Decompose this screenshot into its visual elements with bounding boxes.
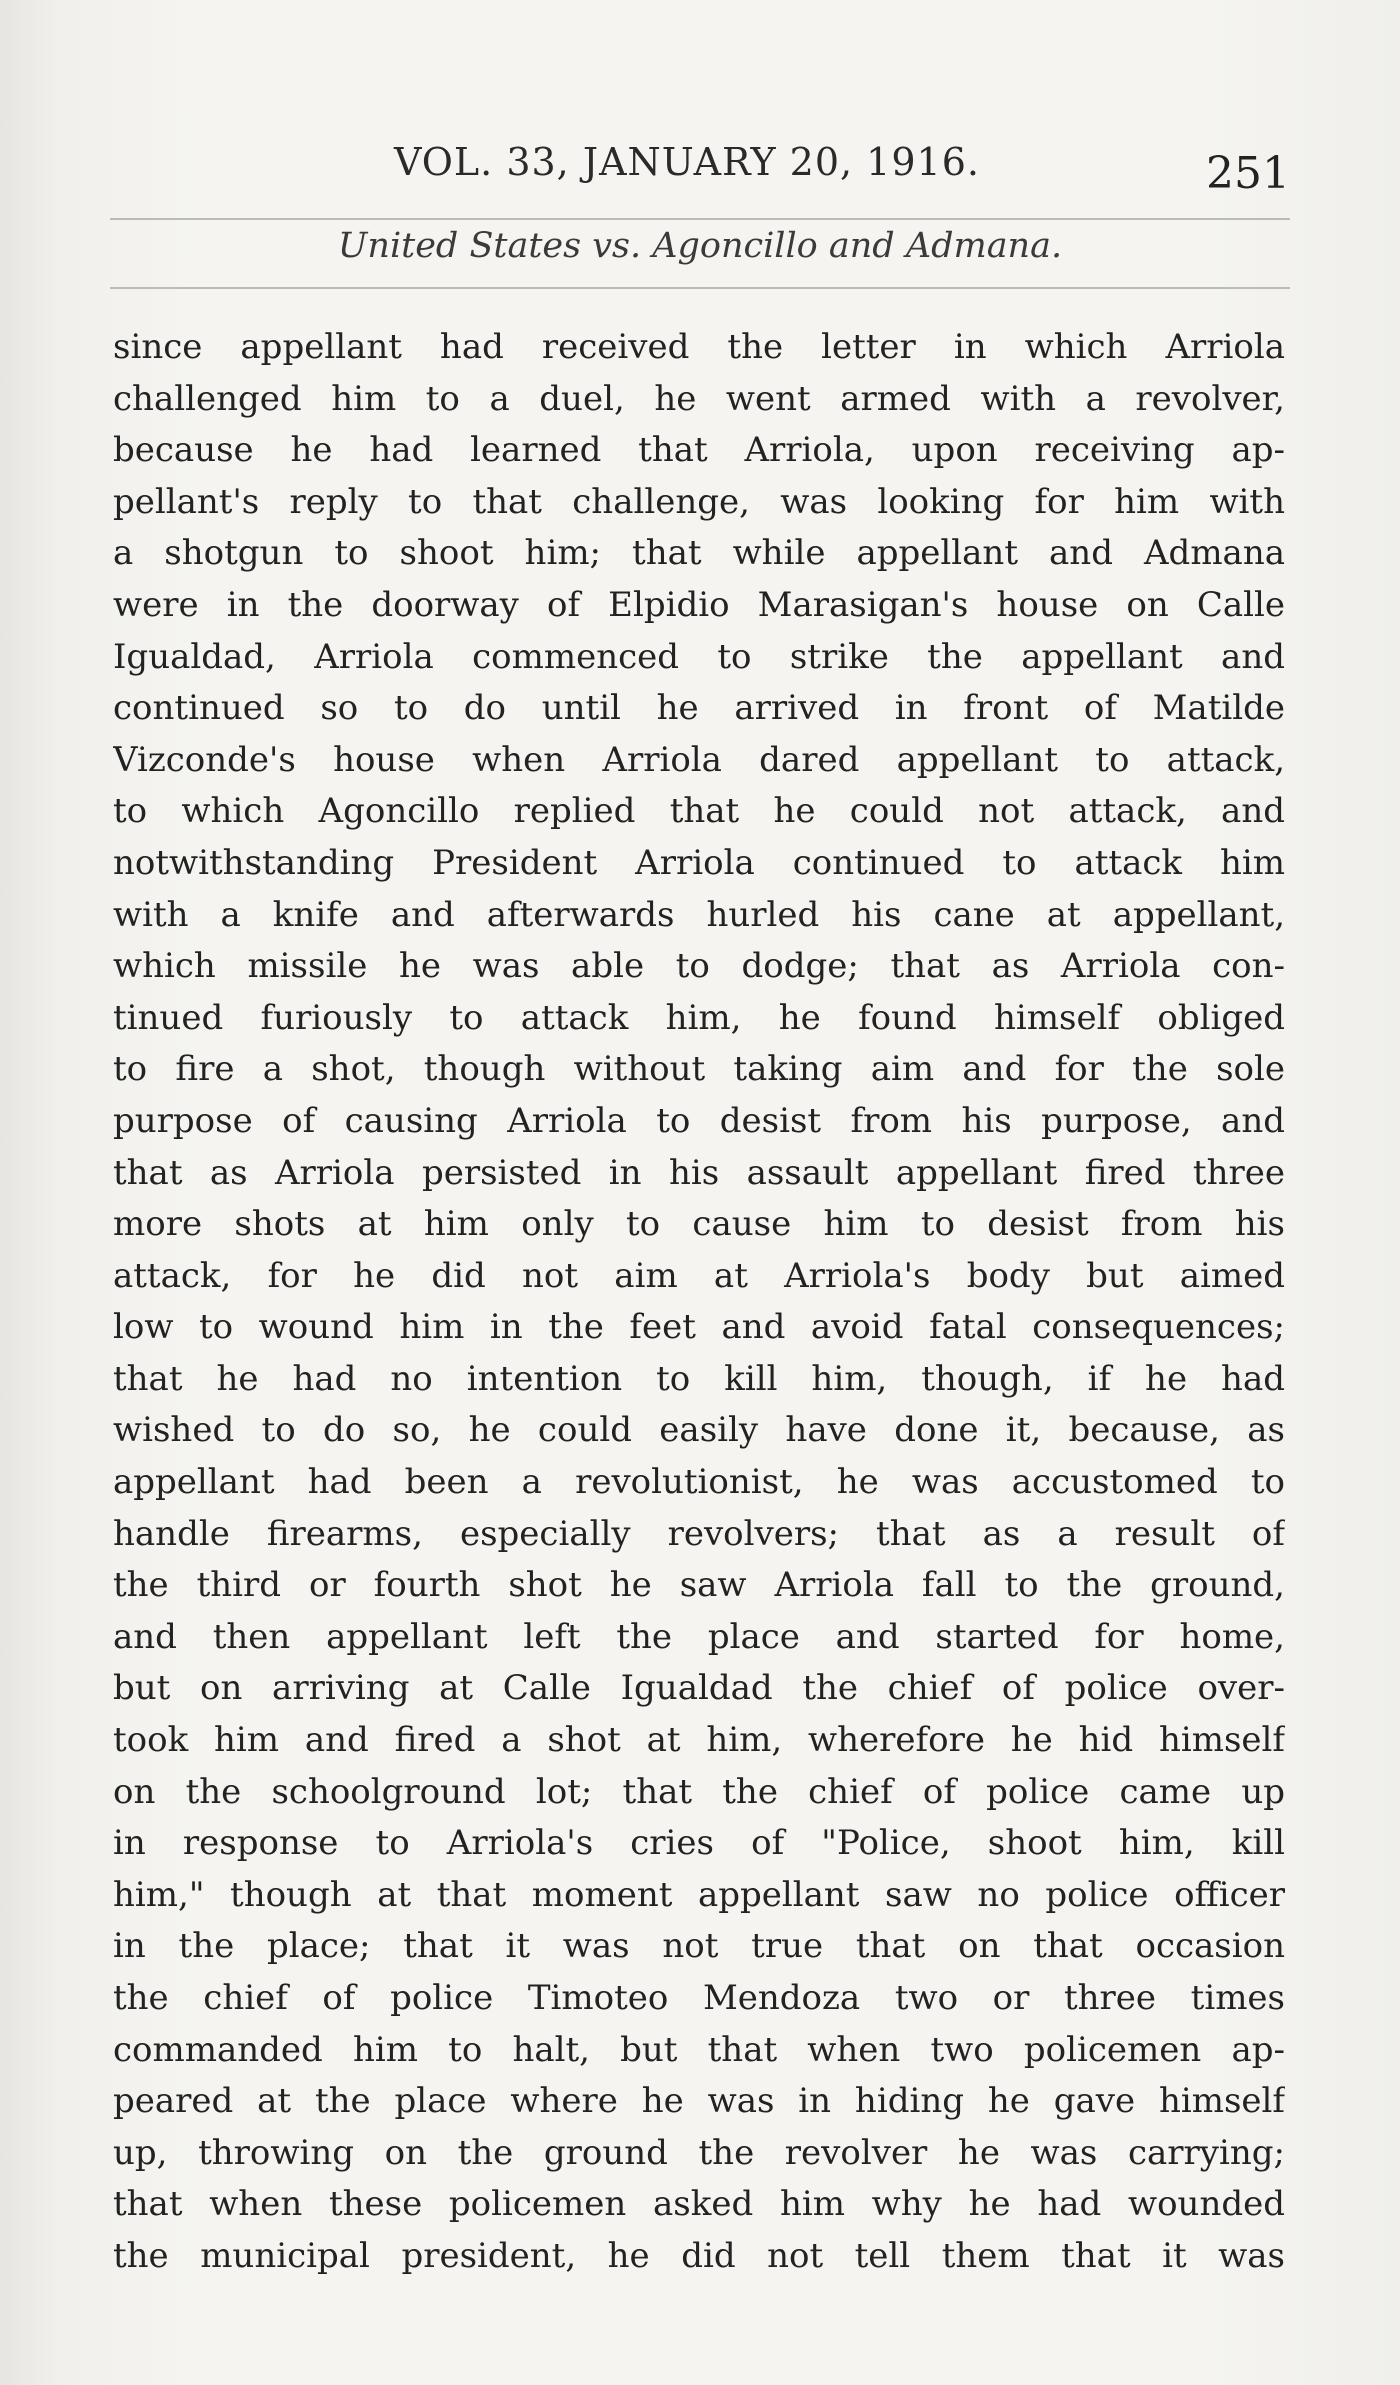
text-line: took him and fired a shot at him, wherefore he hid himself [113,1720,1285,1761]
text-line: peared at the place where he was in hiding he gave himself [113,2081,1285,2122]
case-title: United States vs. Agoncillo and Admana. [337,226,1063,266]
text-line: were in the doorway of Elpidio Marasigan's house on Calle [113,584,1285,625]
text-line: challenged him to a duel, he went armed with a revolver, [113,378,1285,419]
text-line: the third or fourth shot he saw Arriola fall to the ground, [113,1565,1285,1606]
text-line: wished to do so, he could easily have done it, because, as [113,1410,1285,1451]
page-number: 251 [1206,148,1290,199]
text-line: because he had learned that Arriola, upon receiving ap- [113,430,1285,471]
page-header [110,140,1290,220]
text-line: tinued furiously to attack him, he found himself obliged [113,997,1285,1038]
text-line: that he had no intention to kill him, though, if he had [113,1358,1285,1399]
text-line: in the place; that it was not true that on that occasion [113,1926,1285,1967]
text-line: attack, for he did not aim at Arriola's body but aimed [113,1255,1285,1296]
text-line: on the schoolground lot; that the chief of police came up [113,1771,1285,1812]
text-line: in response to Arriola's cries of "Police, shoot him, kill [113,1823,1285,1864]
body-text [113,322,1285,2283]
text-line: more shots at him only to cause him to desist from his [113,1204,1285,1245]
text-line: that when these policemen asked him why he had wounded [113,2184,1285,2225]
text-line: since appellant had received the letter in which Arriola [113,327,1285,367]
text-line: up, throwing on the ground the revolver he was carrying; [113,2132,1285,2173]
text-line: to which Agoncillo replied that he could not attack, and [113,791,1285,832]
text-line: the chief of police Timoteo Mendoza two or three times [113,1978,1285,2018]
text-line: notwithstanding President Arriola continued to attack him [113,842,1285,883]
text-line: which missile he was able to dodge; that as Arriola con- [113,946,1285,987]
text-line: Igualdad, Arriola commenced to strike the appellant and [113,636,1285,677]
text-line: him," though at that moment appellant saw no police officer [113,1874,1285,1915]
text-line: purpose of causing Arriola to desist from his purpose, and [113,1100,1285,1141]
text-line: handle firearms, especially revolvers; that as a result of [113,1513,1285,1554]
text-line: a shotgun to shoot him; that while appellant and Admana [113,533,1285,574]
text-line: pellant's reply to that challenge, was looking for him with [113,481,1285,522]
text-line: with a knife and afterwards hurled his cane at appellant, [113,894,1285,935]
header-rule-bottom [110,287,1290,289]
text-line: but on arriving at Calle Igualdad the chief of police over- [113,1668,1285,1709]
text-line: that as Arriola persisted in his assault appellant fired three [113,1152,1285,1193]
text-line: continued so to do until he arrived in front of Matilde [113,688,1285,729]
text-line: appellant had been a revolutionist, he was accustomed to [113,1462,1285,1503]
text-line: to fire a shot, though without taking aim and for the sole [113,1049,1285,1090]
header-rule-top [110,218,1290,220]
text-line: and then appellant left the place and started for home, [113,1616,1285,1657]
text-line: commanded him to halt, but that when two policemen ap- [113,2029,1285,2070]
text-line: the municipal president, he did not tell them that it was [113,2235,1285,2276]
text-line: Vizconde's house when Arriola dared appellant to attack, [113,739,1285,780]
running-head: VOL. 33, JANUARY 20, 1916. [394,140,980,184]
text-line: low to wound him in the feet and avoid fatal consequences; [113,1307,1285,1348]
